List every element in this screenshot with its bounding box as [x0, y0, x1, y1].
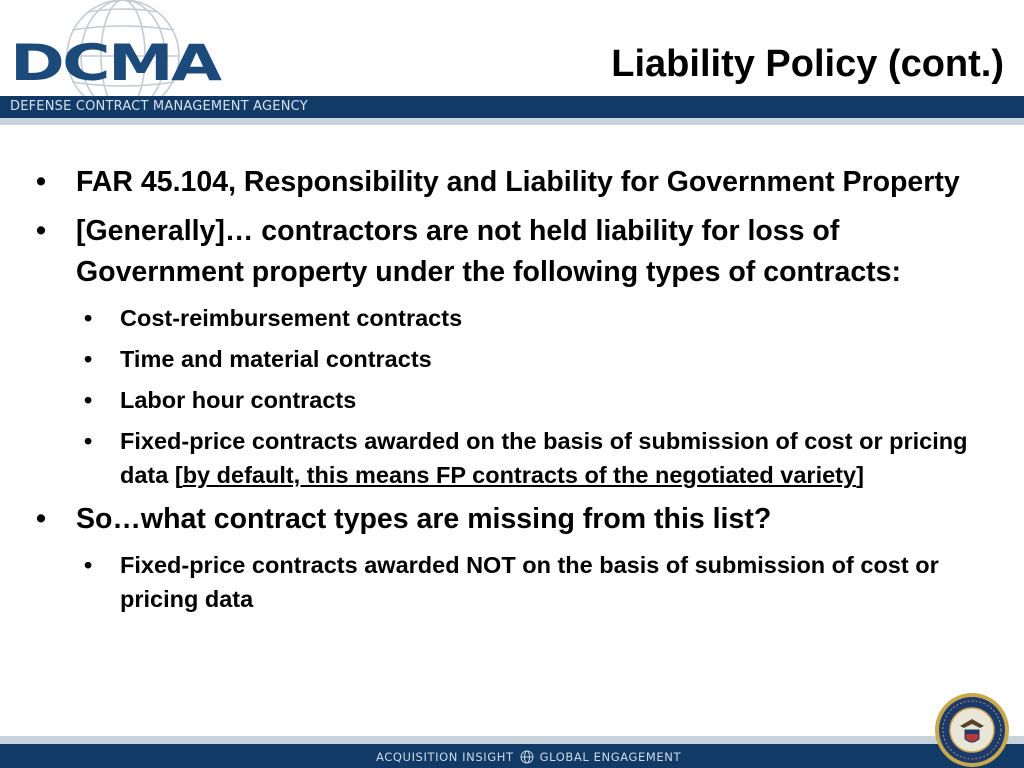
sub-bullet-text: Time and material contracts [120, 346, 432, 372]
sub-bullet-item [36, 383, 996, 417]
sub-bullet-item [36, 342, 996, 376]
logo-wordmark: DCMA [10, 34, 220, 92]
sub-bullet-text-lead: Fixed-price contracts awarded on the basis of submission of cost or pricing data [ [120, 428, 968, 488]
sub-bullet-text: Cost-reimbursement contracts [120, 305, 463, 331]
bullet-text: [Generally]… contractors are not held liability for loss of Government property under the following types of contracts: [76, 215, 901, 288]
footer-divider [0, 736, 1024, 744]
dcma-seal-icon [934, 692, 1010, 768]
bullet-marker: • [84, 387, 93, 413]
sub-bullet-item [36, 301, 996, 335]
bullet-text: FAR 45.104, Responsibility and Liability for Government Property [76, 166, 960, 198]
underlined-note: by default, this means FP contracts of the negotiated variety [182, 462, 857, 488]
sub-bullet-item [36, 548, 996, 616]
header-divider [0, 118, 1024, 125]
tagline-right: GLOBAL ENGAGEMENT [539, 750, 682, 764]
bullet-marker: • [84, 552, 93, 578]
globe-small-icon [520, 750, 534, 764]
sub-bullet-item [36, 424, 996, 492]
sub-bullet-text-tail: ] [856, 462, 864, 488]
bullet-marker: • [36, 503, 46, 535]
agency-name: DEFENSE CONTRACT MANAGEMENT AGENCY [10, 99, 308, 114]
sub-bullet-text [120, 428, 967, 488]
bullet-marker: • [84, 305, 93, 331]
slide-body [36, 162, 996, 623]
bullet-item [36, 162, 996, 203]
header-bar [0, 96, 1024, 118]
sub-bullet-text: Fixed-price contracts awarded NOT on the basis of submission of cost or pricing data [120, 552, 939, 612]
bullet-item [36, 499, 996, 540]
footer-tagline [376, 750, 681, 764]
footer-bar [0, 744, 1024, 768]
bullet-marker: • [36, 166, 46, 198]
bullet-text: So…what contract types are missing from this list? [76, 503, 772, 535]
slide-title: Liability Policy (cont.) [611, 43, 1004, 85]
bullet-marker: • [84, 346, 93, 372]
sub-bullet-text: Labor hour contracts [120, 387, 357, 413]
dcma-logo [0, 0, 320, 96]
bullet-marker: • [84, 428, 93, 454]
bullet-item [36, 211, 996, 293]
bullet-marker: • [36, 215, 46, 247]
tagline-left: ACQUISITION INSIGHT [376, 750, 514, 764]
